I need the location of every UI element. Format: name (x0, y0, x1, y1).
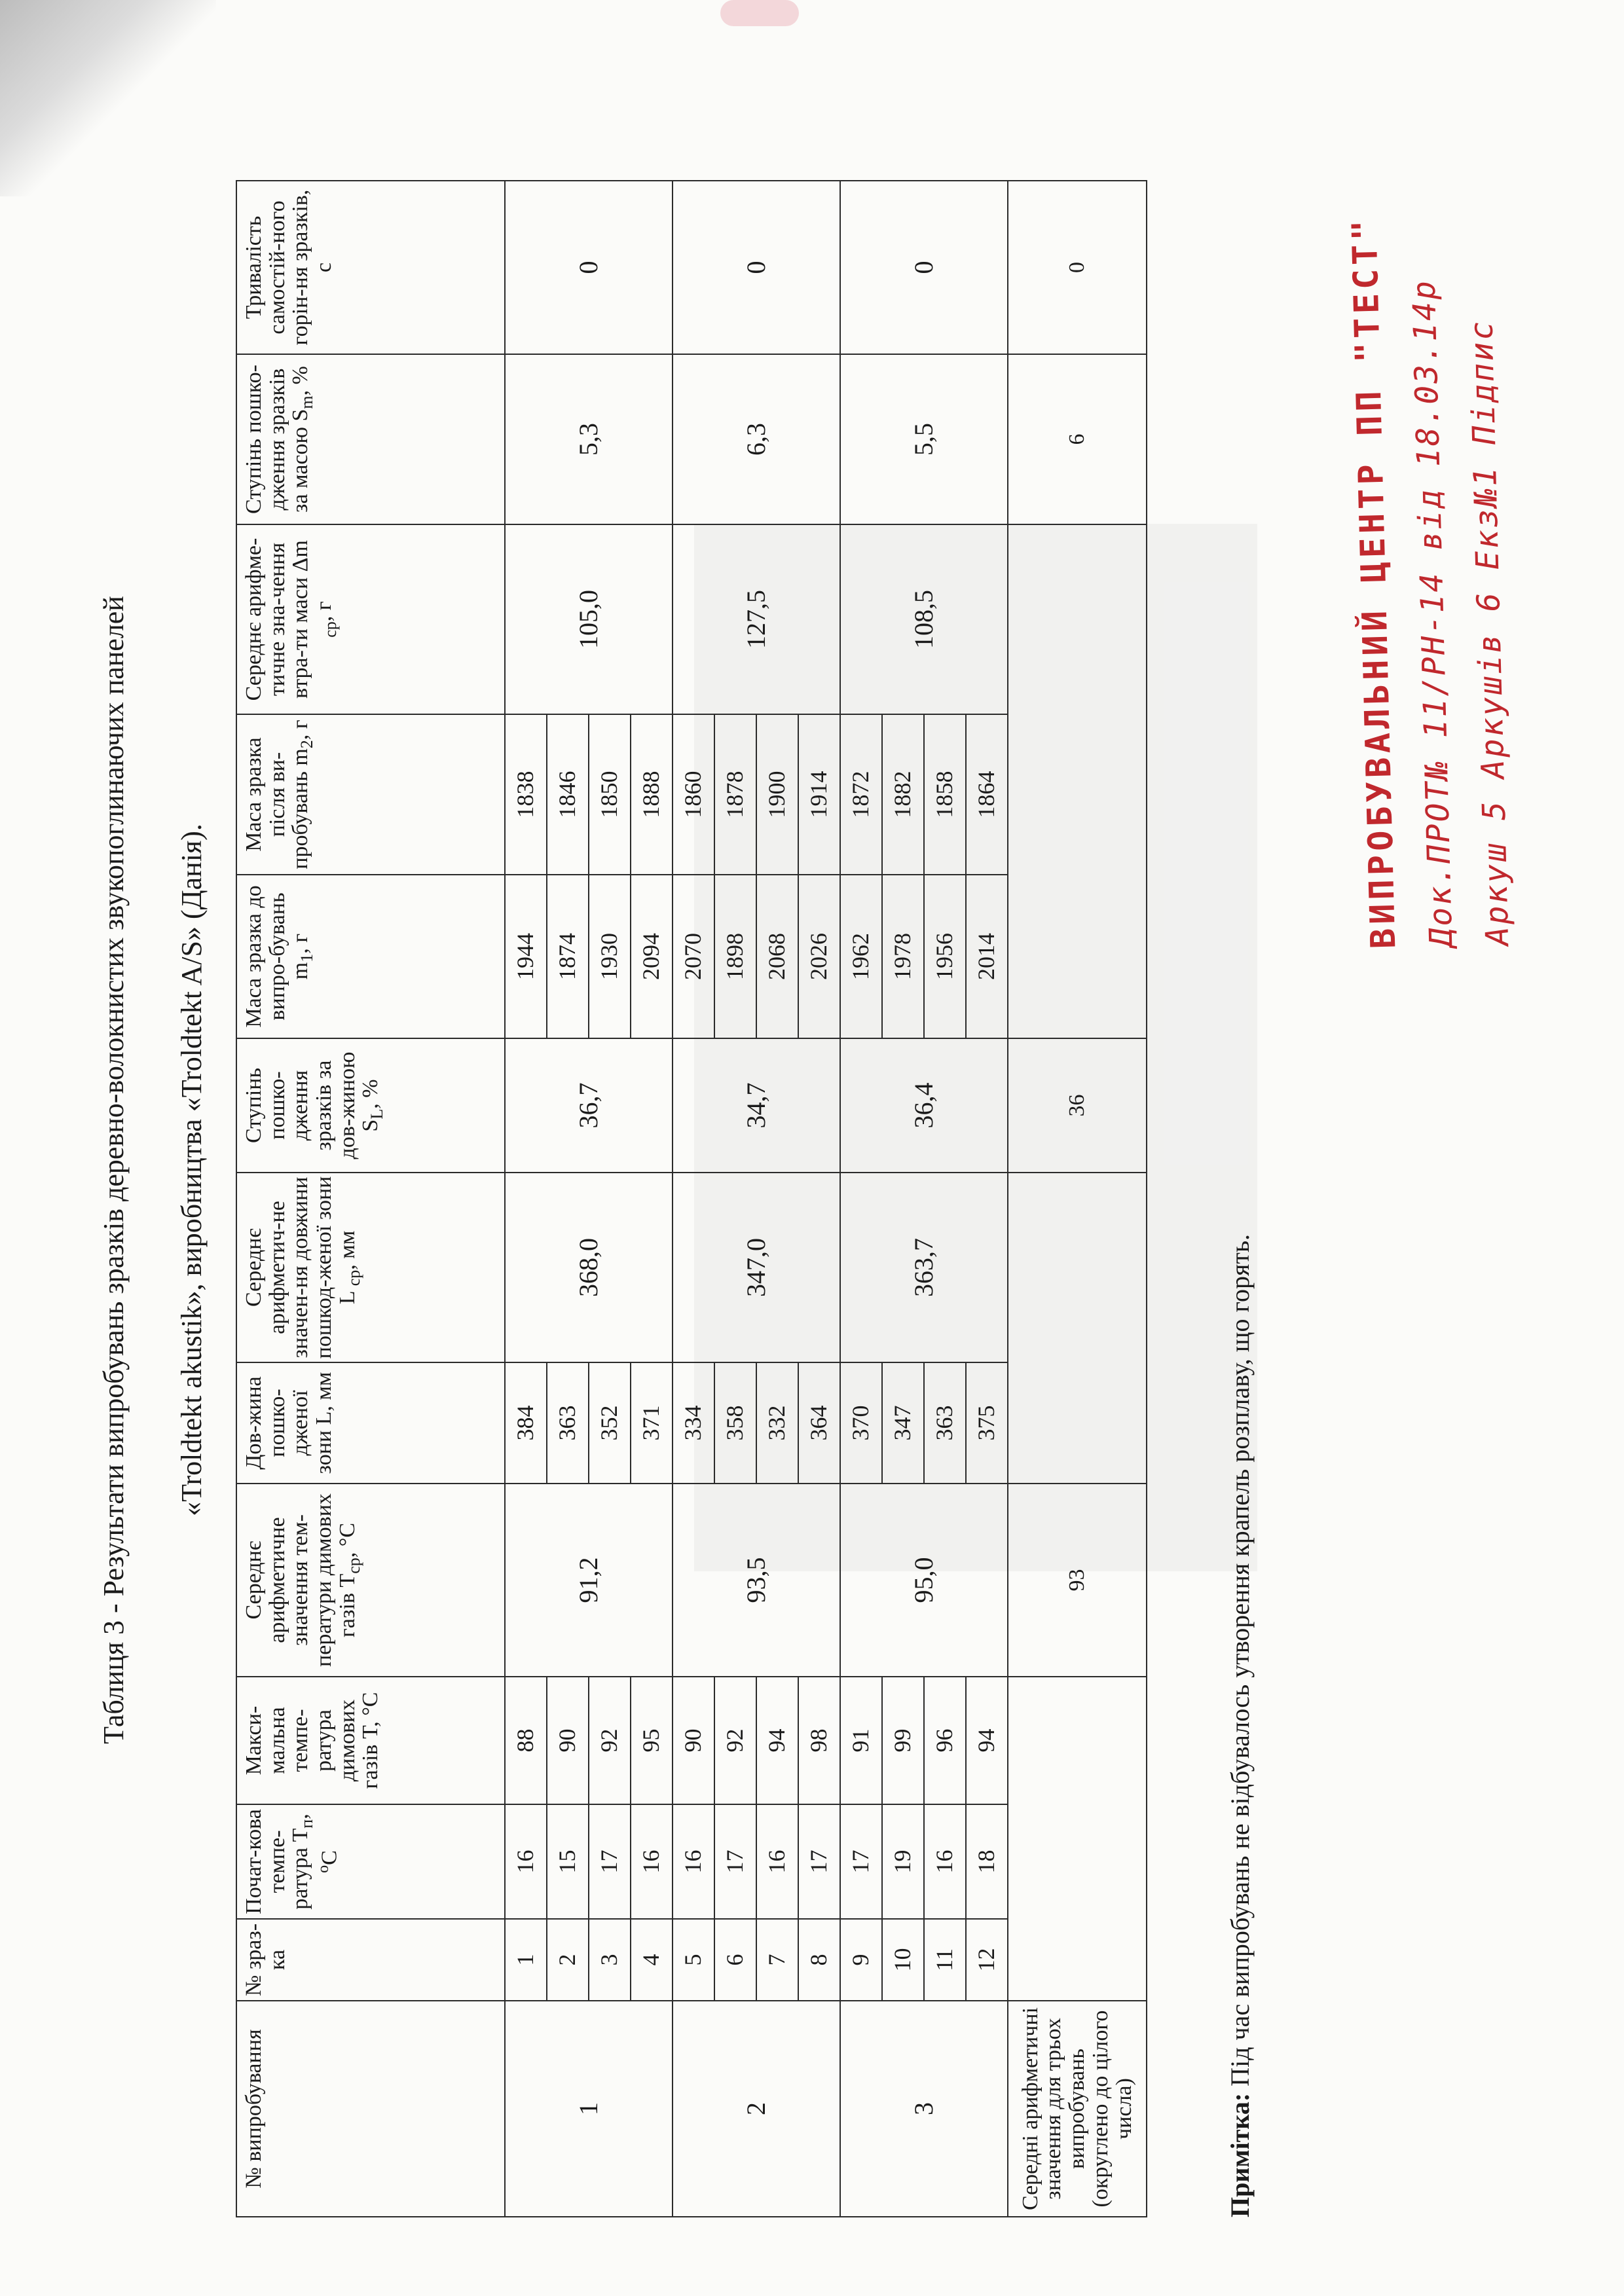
max-temp: 98 (798, 1677, 840, 1804)
damage-by-mass: 5,5 (840, 354, 1008, 524)
damaged-length: 363 (547, 1362, 589, 1484)
damage-by-mass: 6,3 (673, 354, 840, 524)
damaged-length: 364 (798, 1362, 840, 1484)
max-temp: 88 (505, 1677, 547, 1804)
max-temp: 92 (589, 1677, 631, 1804)
initial-temp: 16 (924, 1804, 966, 1919)
damaged-length: 371 (631, 1362, 673, 1484)
table-caption (95, 122, 210, 2217)
max-temp: 95 (631, 1677, 673, 1804)
header-row (236, 181, 505, 2217)
avg-mass-loss: 108,5 (840, 524, 1008, 714)
initial-temp: 16 (505, 1804, 547, 1919)
sample-number: 2 (547, 1919, 589, 2001)
initial-temp: 16 (756, 1804, 798, 1919)
lab-stamp (1340, 29, 1517, 949)
stamp-line-1: ВИПРОБУВАЛЬНИЙ ЦЕНТР ПП "ТЕСТ" (1345, 215, 1404, 949)
test-number: 1 (505, 2001, 673, 2217)
burn-duration: 0 (840, 181, 1008, 354)
damage-by-length: 36,4 (840, 1038, 1008, 1173)
damaged-length: 334 (673, 1362, 714, 1484)
caption-line-1: Таблиця 3 - Результати випробувань зразків деревно-волокнистих звукопоглинаючих панелей (98, 596, 130, 1744)
header-test-no: № випробування (236, 2001, 505, 2217)
max-temp: 99 (882, 1677, 924, 1804)
avg-length: 347,0 (673, 1173, 840, 1362)
note-label: Примітка: (1225, 2092, 1255, 2217)
initial-temp: 19 (882, 1804, 924, 1919)
avg-temp: 95,0 (840, 1484, 1008, 1677)
damaged-length: 352 (589, 1362, 631, 1484)
sample-number: 6 (714, 1919, 756, 2001)
initial-temp: 17 (798, 1804, 840, 1919)
header-initial-temp: Почат-кова темпе-ратура $T_п$, $^o$C (236, 1804, 505, 1919)
max-temp: 94 (966, 1677, 1008, 1804)
initial-temp: 15 (547, 1804, 589, 1919)
avg-length: 368,0 (505, 1173, 673, 1362)
mass-after: 1872 (840, 714, 882, 875)
damaged-length: 363 (924, 1362, 966, 1484)
damage-by-length: 36,7 (505, 1038, 673, 1173)
table-row (840, 181, 882, 2217)
header-damaged-length: Дов-жина пошко-дженої зони L, мм (236, 1362, 505, 1484)
mass-before: 2014 (966, 875, 1008, 1038)
mass-before: 1956 (924, 875, 966, 1038)
damaged-length: 370 (840, 1362, 882, 1484)
damage-by-length: 34,7 (673, 1038, 840, 1173)
sample-number: 1 (505, 1919, 547, 2001)
averages-damage-by-length: 36 (1008, 1038, 1147, 1173)
header-burn-duration: Тривалість самостій-ного горін-ня зразків, с (236, 181, 505, 354)
mass-after: 1888 (631, 714, 673, 875)
mass-before: 2026 (798, 875, 840, 1038)
avg-temp: 91,2 (505, 1484, 673, 1677)
averages-empty-3 (1008, 524, 1147, 1038)
test-number: 2 (673, 2001, 840, 2217)
averages-empty-2 (1008, 1173, 1147, 1484)
averages-empty-1 (1008, 1677, 1147, 2001)
averages-row (1008, 181, 1147, 2217)
damaged-length: 384 (505, 1362, 547, 1484)
avg-length: 363,7 (840, 1173, 1008, 1362)
max-temp: 90 (673, 1677, 714, 1804)
mass-after: 1878 (714, 714, 756, 875)
sample-number: 12 (966, 1919, 1008, 2001)
sample-number: 8 (798, 1919, 840, 2001)
initial-temp: 16 (673, 1804, 714, 1919)
max-temp: 92 (714, 1677, 756, 1804)
mass-after: 1882 (882, 714, 924, 875)
header-mass-after: Маса зразка після ви-пробувань $m_2$, г (236, 714, 505, 875)
mass-before: 2068 (756, 875, 798, 1038)
damaged-length: 347 (882, 1362, 924, 1484)
table-row (505, 181, 547, 2217)
mass-after: 1860 (673, 714, 714, 875)
sample-number: 5 (673, 1919, 714, 2001)
header-damage-by-length: Ступінь пошко-дження зразків за дов-жиною $S_L$, % (236, 1038, 505, 1173)
mass-before: 2070 (673, 875, 714, 1038)
mass-before: 1944 (505, 875, 547, 1038)
mass-before: 1962 (840, 875, 882, 1038)
header-mass-before: Маса зразка до випро-бувань $m_1$, г (236, 875, 505, 1038)
initial-temp: 18 (966, 1804, 1008, 1919)
initial-temp: 16 (631, 1804, 673, 1919)
mass-before: 1874 (547, 875, 589, 1038)
mass-after: 1846 (547, 714, 589, 875)
sample-number: 9 (840, 1919, 882, 2001)
damaged-length: 332 (756, 1362, 798, 1484)
max-temp: 96 (924, 1677, 966, 1804)
header-max-temp: Макси-мальна темпе-ратура димових газів T, °C (236, 1677, 505, 1804)
results-table (236, 180, 1147, 2217)
max-temp: 90 (547, 1677, 589, 1804)
header-avg-mass-loss: Середнє арифме-тичне зна-чення втра-ти маси Δm $_{ср}$, г (236, 524, 505, 714)
mass-before: 1930 (589, 875, 631, 1038)
mass-after: 1858 (924, 714, 966, 875)
sample-number: 10 (882, 1919, 924, 2001)
sample-number: 11 (924, 1919, 966, 2001)
header-avg-length: Середнє арифметич-не значен-ня довжини пошкод-женої зони L $_{ср}$, мм (236, 1173, 505, 1362)
avg-mass-loss: 105,0 (505, 524, 673, 714)
averages-label: Середні арифметичні значення для трьох випробувань (округлено до цілого числа) (1008, 2001, 1147, 2217)
damaged-length: 375 (966, 1362, 1008, 1484)
damaged-length: 358 (714, 1362, 756, 1484)
sample-number: 7 (756, 1919, 798, 2001)
burn-duration: 0 (673, 181, 840, 354)
table-row (673, 181, 714, 2217)
max-temp: 91 (840, 1677, 882, 1804)
damage-by-mass: 5,3 (505, 354, 673, 524)
mass-after: 1914 (798, 714, 840, 875)
header-damage-by-mass: Ступінь пошко-дження зразків за масою $S_m$, % (236, 354, 505, 524)
max-temp: 94 (756, 1677, 798, 1804)
initial-temp: 17 (589, 1804, 631, 1919)
mass-after: 1900 (756, 714, 798, 875)
test-number: 3 (840, 2001, 1008, 2217)
initial-temp: 17 (714, 1804, 756, 1919)
burn-duration: 0 (505, 181, 673, 354)
sample-number: 4 (631, 1919, 673, 2001)
table-note (1225, 1234, 1255, 2217)
mass-after: 1864 (966, 714, 1008, 875)
mass-before: 2094 (631, 875, 673, 1038)
avg-mass-loss: 127,5 (673, 524, 840, 714)
stamp-line-3: Аркуш 5 Аркушів 6 Екз№1 Підпис (1463, 319, 1517, 947)
mass-after: 1838 (505, 714, 547, 875)
header-avg-temp: Середнє арифметичне значення тем-ператури димових газів $T_{ср}$, °C (236, 1484, 505, 1677)
mass-after: 1850 (589, 714, 631, 875)
averages-temp: 93 (1008, 1484, 1147, 1677)
averages-damage-by-mass: 6 (1008, 354, 1147, 524)
sample-number: 3 (589, 1919, 631, 2001)
initial-temp: 17 (840, 1804, 882, 1919)
avg-temp: 93,5 (673, 1484, 840, 1677)
mass-before: 1978 (882, 875, 924, 1038)
note-text: Під час випробувань не відбувалось утворення крапель розплаву, що горять. (1225, 1233, 1255, 2093)
stamp-line-2: Док.ПРОТ№ 11/РН-14 від 18.03.14р (1405, 278, 1460, 948)
caption-line-2: «Troldtekt akustik», виробництва «Troldtekt A/S» (Данія). (175, 824, 208, 1516)
averages-duration: 0 (1008, 181, 1147, 354)
mass-before: 1898 (714, 875, 756, 1038)
header-sample-no: № зраз-ка (236, 1919, 505, 2001)
